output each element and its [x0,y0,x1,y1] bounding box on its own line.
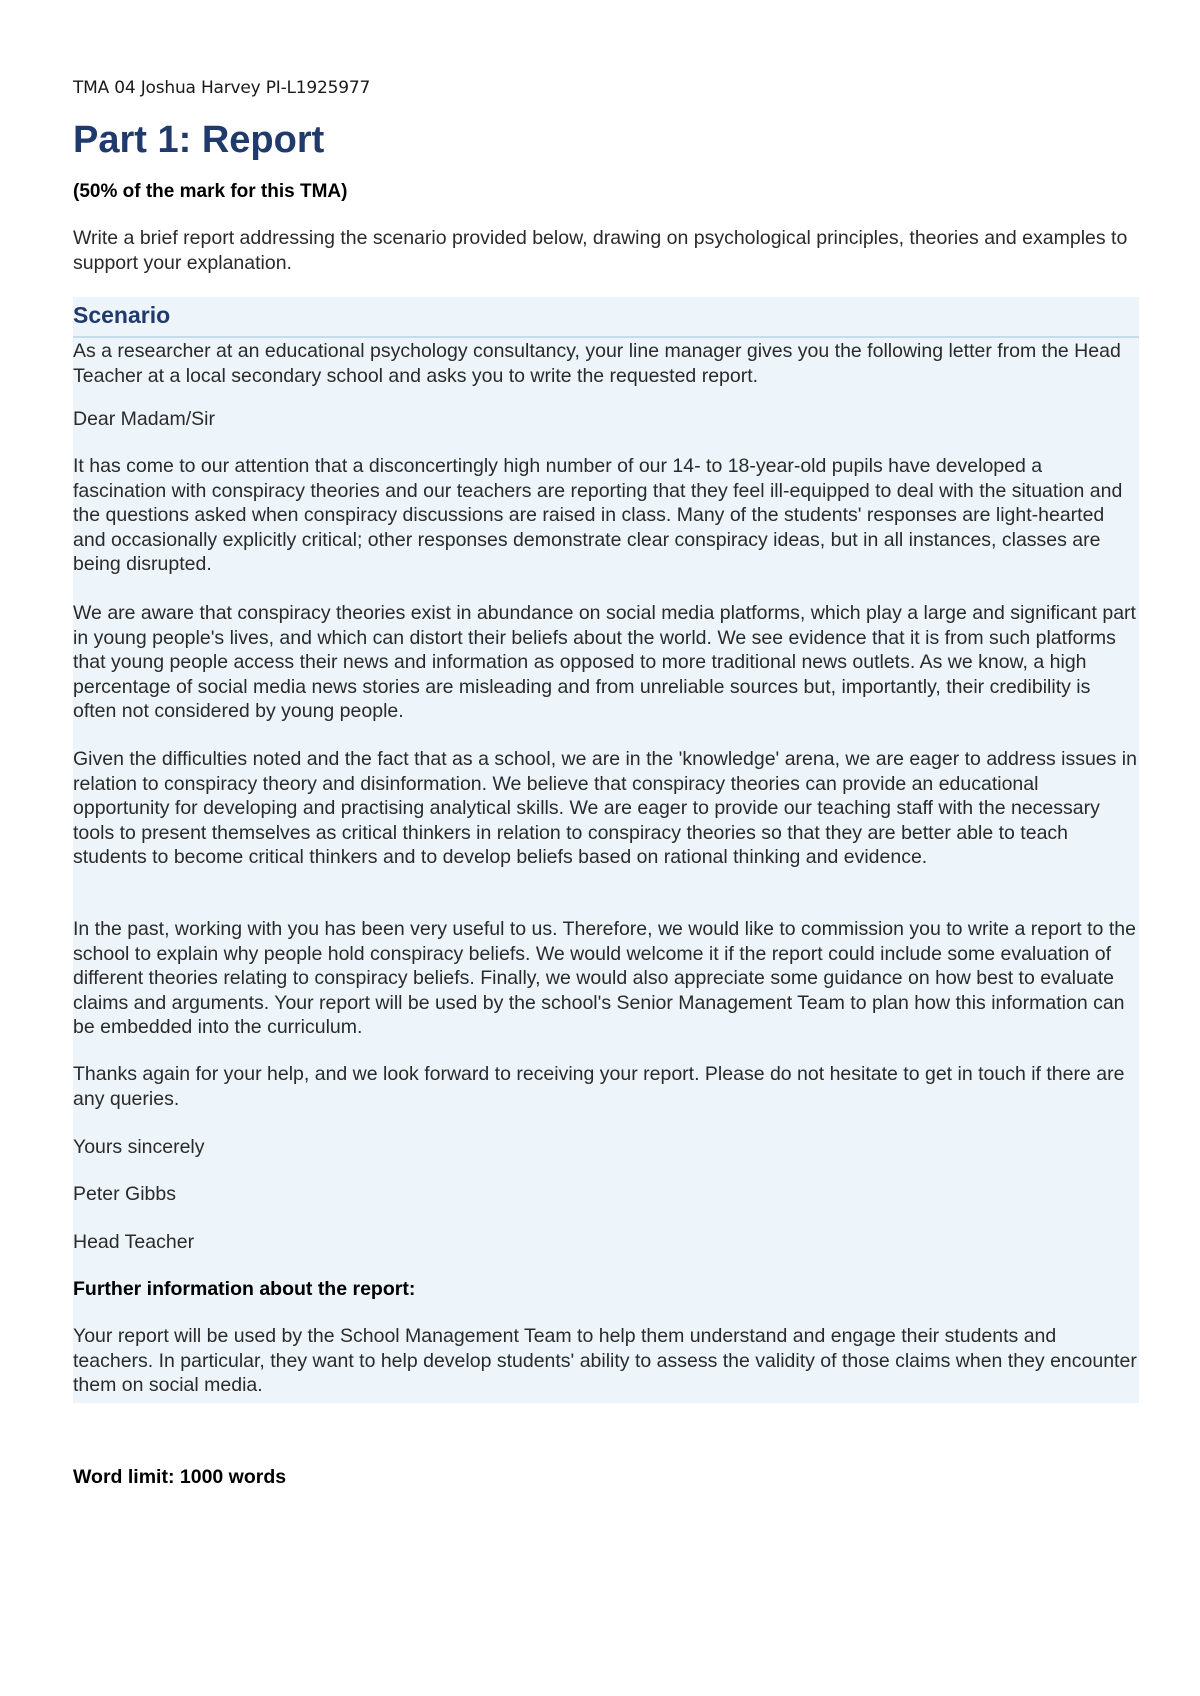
letter-signatory-role: Head Teacher [73,1231,195,1253]
letter-signatory-name: Peter Gibbs [73,1183,176,1205]
letter-paragraph: We are aware that conspiracy theories exist in abundance on social media platforms, which play a large and significant part in young people's lives, and which can distort their beliefs about the world. We see evidence that it is from such platforms that young people access their news and information as opposed to more traditional news outlets. As we know, a high percentage of social media news stories are misleading and from unreliable sources but, importantly, their credibility is often not considered by young people. [73,602,1136,723]
letter-paragraph: It has come to our attention that a disconcertingly high number of our 14- to 18-year-old pupils have developed a fascination with conspiracy theories and our teachers are reporting that they feel ill-equipped to deal with the situation and the questions asked when conspiracy discussions are raised in class. Many of the students' responses are light-hearted and occasionally explicitly critical; other responses demonstrate clear conspiracy ideas, but in all instances, classes are being disrupted. [73,455,1123,576]
page-title: Part 1: Report [73,119,325,161]
scenario-context-paragraph: As a researcher at an educational psychology consultancy, your line manager gives you the following letter from the Head Teacher at a local secondary school and asks you to write the requested report. [73,340,1121,387]
letter-paragraph: Given the difficulties noted and the fact that as a school, we are in the 'knowledge' arena, we are eager to address issues in relation to conspiracy theory and disinformation. We believe that conspiracy theories can provide an educational opportunity for developing and practising analytical skills. We are eager to provide our teaching staff with the necessary tools to present themselves as critical thinkers in relation to conspiracy theories so that they are better able to teach students to become critical thinkers and to develop beliefs based on rational thinking and evidence. [73,748,1137,869]
word-limit: Word limit: 1000 words [73,1466,287,1488]
letter-closing: Yours sincerely [73,1136,205,1158]
letter-salutation: Dear Madam/Sir [73,408,215,430]
scenario-panel [73,297,1139,1403]
mark-weighting-note: (50% of the mark for this TMA) [73,181,348,202]
further-info-text: Your report will be used by the School Management Team to help them understand and engage their students and teachers. In particular, they want to help develop students' ability to assess the validity of those claims when they encounter them on social media. [73,1325,1137,1397]
further-info-heading: Further information about the report: [73,1278,416,1300]
scenario-header [73,297,1139,338]
letter-paragraph: Thanks again for your help, and we look forward to receiving your report. Please do not hesitate to get in touch if there are any queries. [73,1063,1125,1110]
letter-paragraph: In the past, working with you has been very useful to us. Therefore, we would like to commission you to write a report to the school to explain why people hold conspiracy beliefs. We would welcome it if the report could include some evaluation of different theories relating to conspiracy beliefs. Finally, we would also appreciate some guidance on how best to evaluate claims and arguments. Your report will be used by the school's Senior Management Team to plan how this information can be embedded into the curriculum. [73,918,1136,1039]
intro-instructions: Write a brief report addressing the scenario provided below, drawing on psychological principles, theories and examples to support your explanation. [73,227,1128,274]
scenario-title: Scenario [73,302,171,328]
document-header: TMA 04 Joshua Harvey PI-L1925977 [73,78,371,98]
